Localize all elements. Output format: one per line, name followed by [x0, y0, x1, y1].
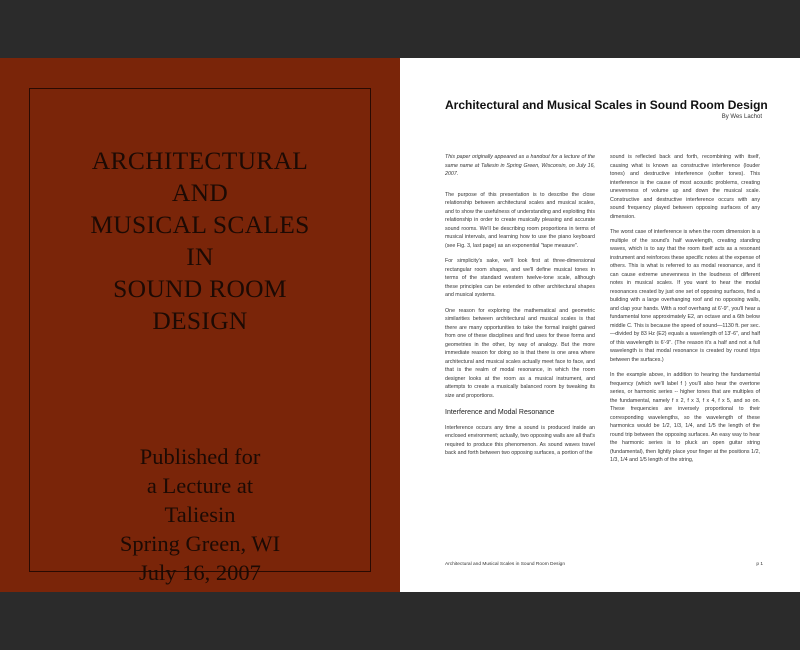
cover-pub-line: a Lecture at	[146, 473, 254, 498]
section-heading: Interference and Modal Resonance	[445, 409, 555, 416]
paragraph: The worst case of interference is when the room dimension is a multiple of the sound's half wavelength, creating standing waves, which is to say that the room itself acts as a resonant instrument and reinforces these specific notes at the expense of others. This is what is referred to as modal resonance, and it can cause extreme unevenness in the loudness of different notes in musical scales. If you want to hear the modal resonances created by just one set of opposing surfaces, find a building with a large overhanging roof and no opposing walls, and clap your hands. With a roof overhang at 6'-9", you'll hear a fundamental tone approximately E2, an octave and a 6th below middle C. This is because the speed of sound—1130 ft. per sec.—divided by 83 Hz (E2) equals a wavelength of 13'-6", and half of this wavelength is 6'-9". (The reason it's a half and not a full wavelength is that modal resonance is created by round trips between the surfaces.)	[610, 229, 760, 363]
paragraph: Interference occurs any time a sound is produced inside an enclosed environment; actually, two opposing walls are all that's required to produce this phenomenon. As sound waves travel back and forth between two opposing surfaces, a portion of the	[445, 424, 595, 456]
bottom-letterbox	[0, 592, 800, 650]
cover-pub-line: Spring Green, WI	[119, 531, 281, 556]
cover-title-line: MUSICAL SCALES	[90, 210, 310, 239]
cover-title-line: SOUND ROOM	[113, 274, 287, 303]
paragraph: sound is reflected back and forth, recombining with itself, causing what is known as constructive interference (louder tones) and destructive interference (softer tones). This interference is the cause of most acoustic problems, creating unevenness of volume up and down the musical scale. Constructive and destructive interference occurs with any sound frequency played between opposing surfaces of any dimension.	[610, 154, 760, 220]
cover-pub-line: Taliesin	[164, 502, 236, 527]
footer-title: Architectural and Musical Scales in Sound Room Design	[445, 562, 565, 567]
cover-pub-line: July 16, 2007	[139, 560, 261, 585]
cover-title-line: IN	[186, 242, 214, 271]
cover-title-line: DESIGN	[152, 306, 248, 335]
paper-page	[400, 58, 800, 592]
cover-title	[0, 145, 400, 337]
paragraph: For simplicity's sake, we'll look first at three-dimensional rectangular room shapes, and we'll define musical tones in terms of the standard western twelve-tone scale, although these principles can be extended to other architectural shapes and musical systems.	[445, 258, 595, 298]
paper-title: Architectural and Musical Scales in Sound Room Design	[445, 98, 768, 112]
page-number: p 1	[756, 562, 763, 567]
page-footer	[445, 562, 763, 567]
paragraph: One reason for exploring the mathematical and geometric similarities between architectural and musical scales is that there are many opportunities to take the formal insight gained from one of these disciplines and find uses for these forms and geometries in the other, by way of analogy. But the more immediate reason for doing so is that there is one area where architectural and musical scales actually meet face to face, and that is the realm of modal resonance, in which the room designer looks at the room as a musical instrument, and attempts to create a musically balanced room by tweaking its size and proportions.	[445, 307, 595, 399]
paper-author: By Wes Lachot	[721, 114, 762, 120]
cover-pub-line: Published for	[139, 444, 261, 469]
cover-title-line: ARCHITECTURAL	[91, 146, 309, 175]
right-text-column	[610, 153, 760, 472]
paragraph: The purpose of this presentation is to describe the close relationship between architectural scales and musical scales, and to show the usefulness of understanding and exploiting this relationship in order to create musically pleasing and accurate sound rooms. We'll be describing room proportions in terms of musical intervals, and learning how to use the piano keyboard (see Fig. 3, last page) as an exponential "tape measure".	[445, 191, 595, 249]
left-text-column	[445, 153, 595, 465]
cover-title-line: AND	[171, 178, 229, 207]
cover-publication-info	[0, 442, 400, 587]
top-letterbox	[0, 0, 800, 58]
paragraph: In the example above, in addition to hearing the fundamental frequency (which we'll label f ) you'll also hear the overtone series, or harmonic series -- higher tones that are multiples of the fundamental, namely f x 2, f x 3, f x 4, f x 5, and so on. These frequencies are inversely proportional to their corresponding wavelengths, so the wavelength of these harmonics would be 1/2, 1/3, 1/4, and 1/5 the length of the round trip between the opposing surfaces. An easy way to hear the harmonic series is to pluck an open guitar string (fundamental), then lightly place your finger at the positions 1/2, 1/3, 1/4 and 1/5 length of the string,	[610, 372, 760, 463]
intro-note: This paper originally appeared as a handout for a lecture of the same name at Taliesin in Spring Green, Wisconsin, on July 16, 2007.	[445, 154, 595, 177]
cover-page	[0, 58, 400, 592]
